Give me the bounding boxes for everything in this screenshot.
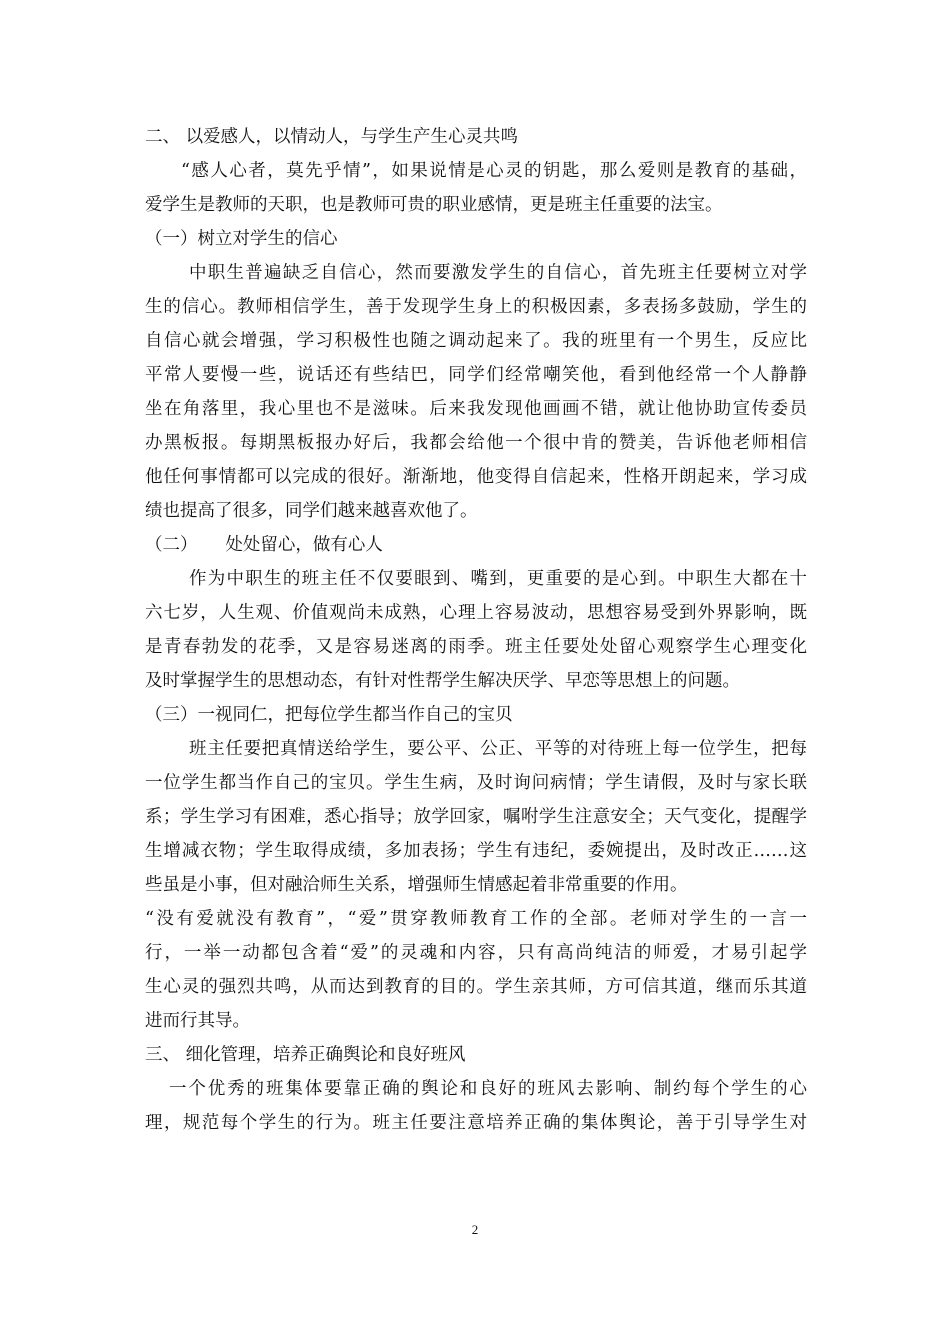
page-number: 2 xyxy=(471,1222,479,1237)
section-heading-2: 二、 以爱感人，以情动人，与学生产生心灵共鸣 xyxy=(145,127,519,147)
paragraph-line: 办黑板报。每期黑板报办好后，我都会给他一个很中肯的赞美，告诉他老师相信 xyxy=(145,433,807,453)
paragraph-line: 行，一举一动都包含着“爱”的灵魂和内容，只有高尚纯洁的师爱，才易引起学 xyxy=(145,943,807,963)
paragraph-line: 一位学生都当作自己的宝贝。学生生病，及时询问病情；学生请假，及时与家长联 xyxy=(145,773,807,793)
paragraph-line: 是青春勃发的花季，又是容易迷离的雨季。班主任要处处留心观察学生心理变化 xyxy=(145,637,807,657)
paragraph-line: 生增减衣物；学生取得成绩，多加表扬；学生有违纪，委婉提出，及时改正……这 xyxy=(145,841,807,861)
paragraph-line: 自信心就会增强，学习积极性也随之调动起来了。我的班里有一个男生，反应比 xyxy=(145,331,807,351)
paragraph-line: 些虽是小事，但对融洽师生关系，增强师生情感起着非常重要的作用。 xyxy=(145,875,688,895)
paragraph-line: 理，规范每个学生的行为。班主任要注意培养正确的集体舆论，善于引导学生对 xyxy=(145,1113,807,1133)
paragraph-line: 坐在角落里，我心里也不是滋味。后来我发现他画画不错，就让他协助宣传委员 xyxy=(145,399,807,419)
paragraph-line: 六七岁，人生观、价值观尚未成熟，心理上容易波动，思想容易受到外界影响，既 xyxy=(145,603,807,623)
paragraph-line: 生的信心。教师相信学生，善于发现学生身上的积极因素，多表扬多鼓励，学生的 xyxy=(145,297,807,317)
paragraph-line: 生心灵的强烈共鸣，从而达到教育的目的。学生亲其师，方可信其道，继而乐其道 xyxy=(145,977,807,997)
paragraph-line: 及时掌握学生的思想动态，有针对性帮学生解决厌学、早恋等思想上的问题。 xyxy=(145,671,740,691)
paragraph-line: 绩也提高了很多，同学们越来越喜欢他了。 xyxy=(145,501,478,521)
paragraph-line: 平常人要慢一些，说话还有些结巴，同学们经常嘲笑他，看到他经常一个人静静 xyxy=(145,365,807,385)
paragraph-line: 爱学生是教师的天职，也是教师可贵的职业感情，更是班主任重要的法宝。 xyxy=(145,195,723,215)
paragraph-line: 一个优秀的班集体要靠正确的舆论和良好的班风去影响、制约每个学生的心 xyxy=(169,1079,807,1099)
paragraph-line: 系；学生学习有困难，悉心指导；放学回家，嘱咐学生注意安全；天气变化，提醒学 xyxy=(145,807,807,827)
subsection-heading-2: （二） 处处留心，做有心人 xyxy=(145,535,383,555)
section-heading-3: 三、 细化管理，培养正确舆论和良好班风 xyxy=(145,1045,466,1065)
paragraph-line: 班主任要把真情送给学生，要公平、公正、平等的对待班上每一位学生，把每 xyxy=(189,739,807,759)
paragraph-line: 中职生普遍缺乏自信心，然而要激发学生的自信心，首先班主任要树立对学 xyxy=(189,263,807,283)
paragraph-line: 进而行其导。 xyxy=(145,1011,250,1031)
paragraph-line: 作为中职生的班主任不仅要眼到、嘴到，更重要的是心到。中职生大都在十 xyxy=(189,569,807,589)
paragraph-line: “感人心者，莫先乎情”，如果说情是心灵的钥匙，那么爱则是教育的基础， xyxy=(181,161,807,181)
document-body xyxy=(145,120,807,1140)
paragraph-line: 他任何事情都可以完成的很好。渐渐地，他变得自信起来，性格开朗起来，学习成 xyxy=(145,467,807,487)
paragraph-line: “没有爱就没有教育”，“爱”贯穿教师教育工作的全部。老师对学生的一言一 xyxy=(145,909,807,929)
subsection-heading-1: （一）树立对学生的信心 xyxy=(145,229,338,249)
subsection-heading-3: （三）一视同仁，把每位学生都当作自己的宝贝 xyxy=(145,705,513,725)
